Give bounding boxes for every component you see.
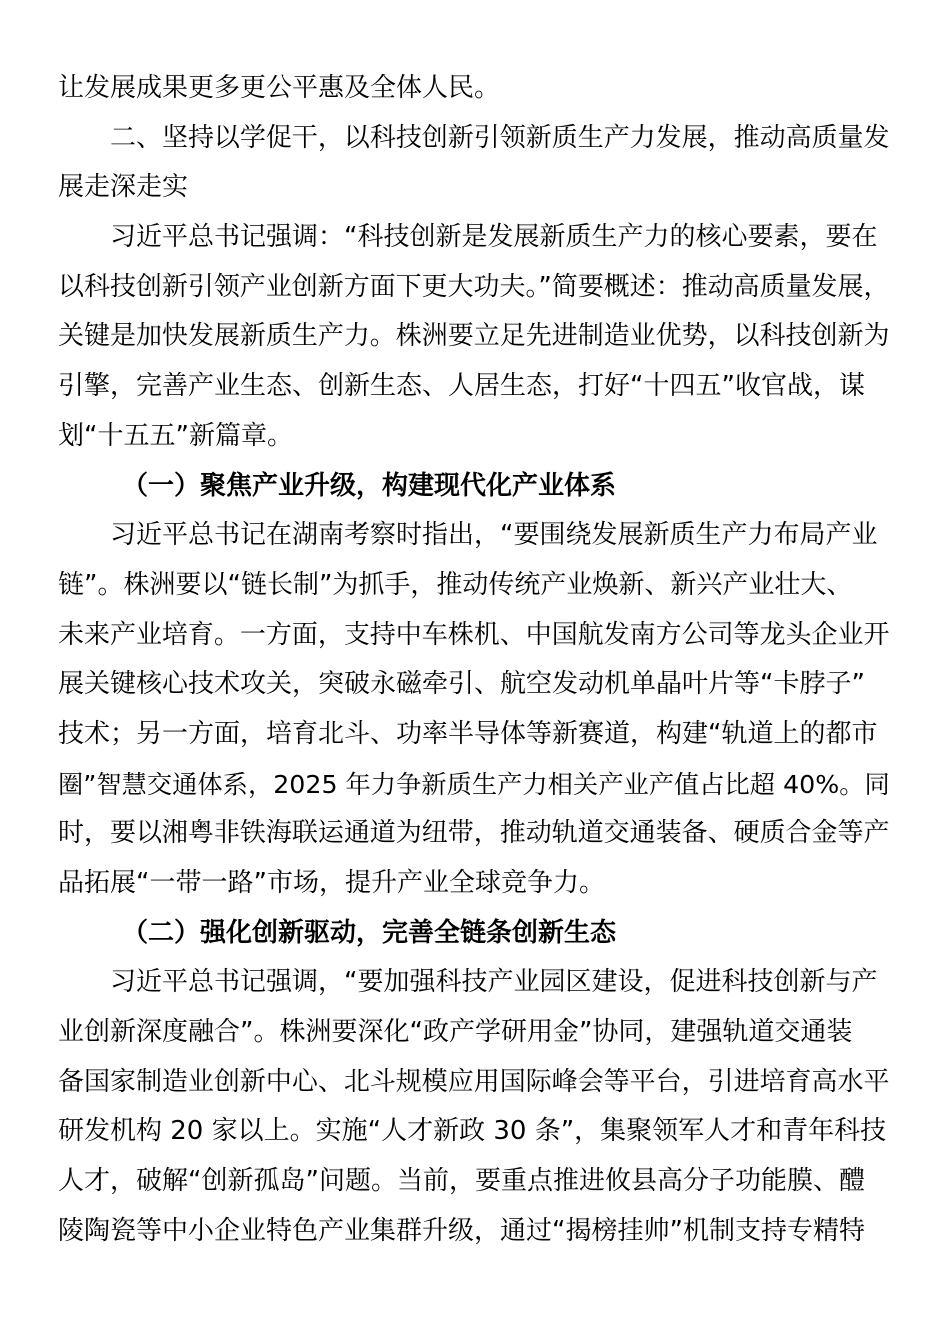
- subheading-1: （一）聚焦产业升级，构建现代化产业体系: [122, 470, 617, 501]
- text-line: 未来产业培育。一方面，支持中车株机、中国航发南方公司等龙头企业开: [58, 619, 890, 650]
- text-line: 关键是加快发展新质生产力。株洲要立足先进制造业优势，以科技创新为: [58, 321, 890, 352]
- text-line: 技术；另一方面，培育北斗、功率半导体等新赛道，构建“轨道上的都市: [58, 718, 878, 749]
- section-title-line: 二、坚持以学促干，以科技创新引领新质生产力发展，推动高质量发: [110, 122, 890, 153]
- text-line: 以科技创新引领产业创新方面下更大功夫。”简要概述：推动高质量发展，: [58, 271, 890, 302]
- text-line: 陵陶瓷等中小企业特色产业集群升级，通过“揭榜挂帅”机制支持专精特: [58, 1215, 865, 1246]
- text-line: 习近平总书记强调，“要加强科技产业园区建设，促进科技创新与产: [110, 967, 878, 998]
- subheading-2: （二）强化创新驱动，完善全链条创新生态: [122, 917, 617, 948]
- section-title-line: 展走深走实: [58, 172, 189, 203]
- text-line: 让发展成果更多更公平惠及全体人民。: [58, 73, 501, 103]
- text-line: 引擎，完善产业生态、创新生态、人居生态，打好“十四五”收官战，谋: [58, 371, 865, 402]
- text-line: 人才，破解“创新孤岛”问题。当前，要重点推进攸县高分子功能膜、醴: [58, 1166, 865, 1197]
- text-line: 圈”智慧交通体系，2025 年力争新质生产力相关产业产值占比超 40%。同: [58, 769, 890, 799]
- text-line: 品拓展“一带一路”市场，提升产业全球竞争力。: [58, 868, 605, 898]
- text-line: 业创新深度融合”。株洲要深化“政产学研用金”协同，建强轨道交通装: [58, 1017, 853, 1048]
- text-line: 划“十五五”新篇章。: [58, 420, 293, 451]
- text-line: 时，要以湘粤非铁海联运通道为纽带，推动轨道交通装备、硬质合金等产: [58, 818, 890, 849]
- text-line: 链”。株洲要以“链长制”为抓手，推动传统产业焕新、新兴产业壮大、: [58, 569, 853, 600]
- text-line: 备国家制造业创新中心、北斗规模应用国际峰会等平台，引进培育高水平: [58, 1066, 890, 1097]
- text-line: 展关键核心技术攻关，突破永磁牵引、航空发动机单晶叶片等“卡脖子”: [58, 669, 865, 700]
- document-page: [58, 64, 890, 1257]
- text-line: 习近平总书记在湖南考察时指出，“要围绕发展新质生产力布局产业: [110, 520, 878, 551]
- text-line: 研发机构 20 家以上。实施“人才新政 30 条”，集聚领军人才和青年科技: [58, 1116, 887, 1147]
- text-line: 习近平总书记强调：“科技创新是发展新质生产力的核心要素，要在: [110, 222, 878, 253]
